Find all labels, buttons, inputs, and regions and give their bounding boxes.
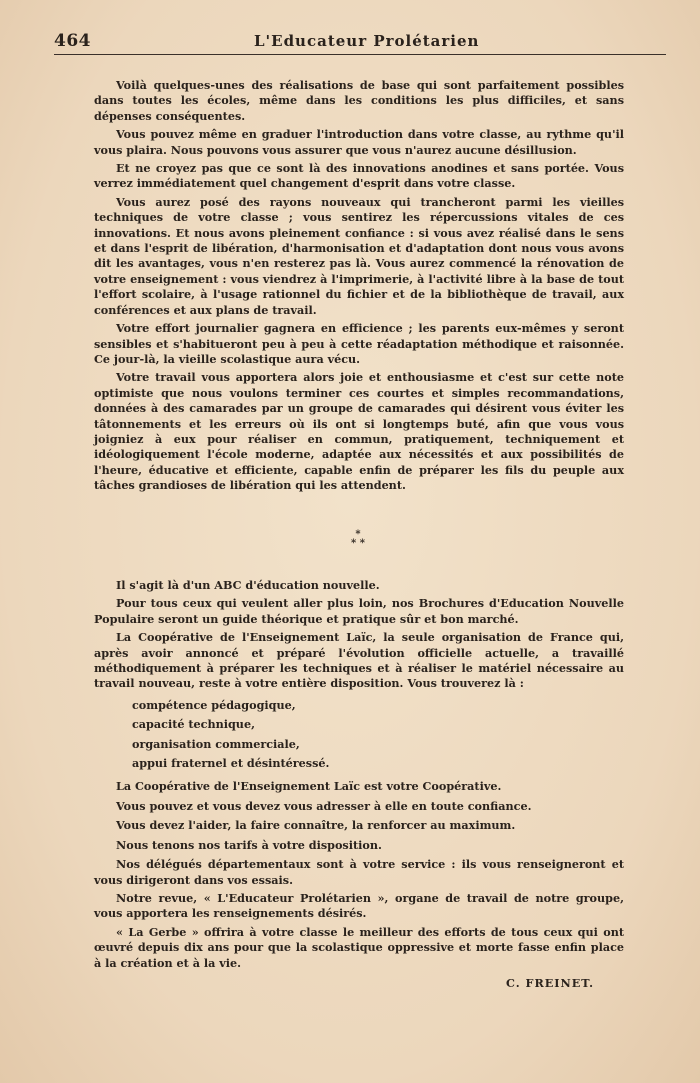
running-header <box>54 31 666 55</box>
list-item: appui fraternel et désintéressé. <box>132 756 330 771</box>
body-section-2 <box>94 578 624 974</box>
paragraph: « La Gerbe » offrira à votre classe le meilleur des efforts de tous ceux qui ont œuvré depuis dix ans pour que la scolastique oppressive et morte fasse enfin place à la création et à la vie. <box>94 924 624 970</box>
paragraph: Et ne croyez pas que ce sont là des innovations anodines et sans portée. Vous verrez immédiatement quel changement d'esprit dans votre classe. <box>94 161 624 191</box>
paragraph: Vous pouvez même en graduer l'introduction dans votre classe, au rythme qu'il vous plaira. Nous pouvons vous assurer que vous n'aurez aucune désillusion. <box>94 127 624 157</box>
list-item: organisation commerciale, <box>132 736 300 751</box>
paragraph: Voilà quelques-unes des réalisations de base qui sont parfaitement possibles dans toutes les écoles, même dans les conditions les plus difficiles, et sans dépenses conséquentes. <box>94 78 624 123</box>
offer-list <box>94 698 624 772</box>
paragraph: Vous pouvez et vous devez vous adresser à elle en toute confiance. <box>116 798 532 813</box>
page-number: 464 <box>54 31 91 51</box>
paragraph: Nous tenons nos tarifs à votre disposition. <box>116 837 382 852</box>
paragraph: Votre travail vous apportera alors joie et enthousiasme et c'est sur cette note optimiste que nous voulons terminer ces courtes et simples recommandations, données à des camarades par un groupe de camarades qui désirent vous éviter les tâtonnements et les erreurs où ils ont si longtemps buté, afin que vous vous joigniez à eux pour réaliser en commun, pratiquement, techniquement et idéologiquement l'école moderne, adaptée aux nécessités et aux possibilités de l'heure, éducative et efficiente, capable enfin de préparer les fils du peuple aux tâches grandioses de libération qui les attendent. <box>94 370 624 493</box>
header-rule <box>54 54 666 55</box>
separator-star-top: * <box>355 529 361 540</box>
list-item: capacité technique, <box>132 717 255 732</box>
paragraph: Pour tous ceux qui veulent aller plus loin, nos Brochures d'Education Nouvelle Populaire seront un guide théorique et pratique sûr et bon marché. <box>94 596 624 626</box>
author-signature: C. FREINET. <box>506 976 595 990</box>
paragraph: Il s'agit là d'un ABC d'éducation nouvelle. <box>116 578 380 592</box>
paragraph: Vous devez l'aider, la faire connaître, la renforcer au maximum. <box>116 818 516 833</box>
section-separator <box>346 530 370 548</box>
paragraph: Vous aurez posé des rayons nouveaux qui trancheront parmi les vieilles techniques de votre classe ; vous sentirez les répercussions vitales de ces innovations. Et nous avons pleinement confiance : si vous avez réalisé dans le sens et dans l'esprit de libération, d'harmonisation et d'adaptation dont nous vous avons dit les avantages, vous n'en resterez pas là. Vous aurez commencé la rénovation de votre enseignement : vous viendrez à l'imprimerie, à l'activité libre à la base de tout l'effort scolaire, à l'usage rationnel du fichier et de la bibliothèque de travail, aux conférences et aux plans de travail. <box>94 194 624 317</box>
paragraph: Nos délégués départementaux sont à votre service : ils vous renseigneront et vous dirigeront dans vos essais. <box>94 857 624 887</box>
running-title: L'Educateur Prolétarien <box>254 32 480 50</box>
paragraph: Votre effort journalier gagnera en efficience ; les parents eux-mêmes y seront sensibles et s'habitueront peu à peu à cette réadaptation méthodique et raisonnée. Ce jour-là, la vieille scolastique aura vécu. <box>94 321 624 366</box>
paragraph: Notre revue, « L'Educateur Prolétarien », organe de travail de notre groupe, vous apportera les renseignements désirés. <box>94 890 624 921</box>
list-item: compétence pédagogique, <box>132 697 296 712</box>
paragraph: La Coopérative de l'Enseignement Laïc, la seule organisation de France qui, après avoir annoncé et préparé l'évolution officielle actuelle, a travaillé méthodiquement à préparer les techniques et à réaliser le matériel nécessaire au travail nouveau, reste à votre entière disposition. Vous trouverez là : <box>94 630 624 691</box>
separator-stars-bottom: * * <box>351 538 365 549</box>
body-section-1 <box>94 78 624 497</box>
paragraph: La Coopérative de l'Enseignement Laïc est votre Coopérative. <box>116 779 502 794</box>
